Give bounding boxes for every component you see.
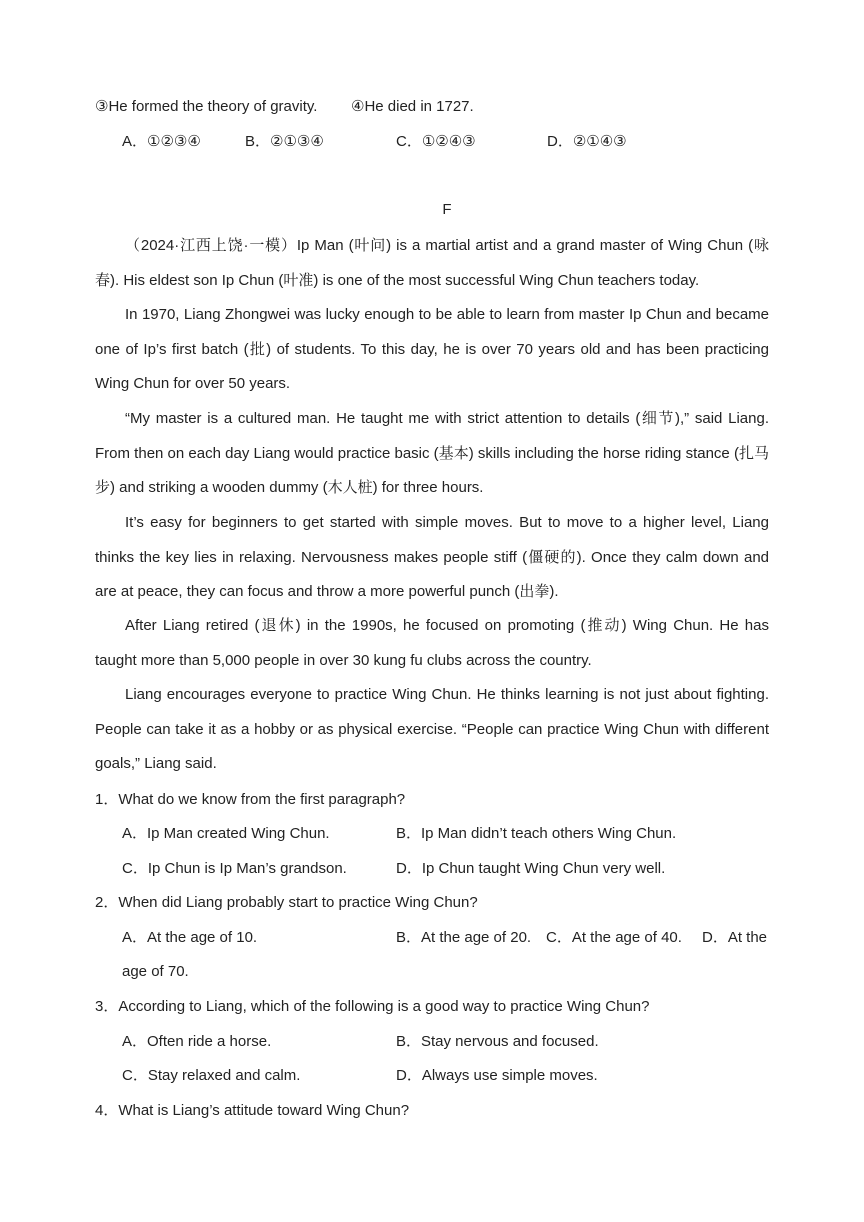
question-4-stem: 4．What is Liang’s attitude toward Wing Chun?: [95, 1102, 410, 1119]
question-2-option-d-continued: age of 70.: [122, 963, 189, 980]
section-title: F: [442, 201, 452, 218]
question-2-option-a: A．At the age of 10.: [122, 929, 258, 946]
prev-option-c: C．①②④③: [396, 133, 476, 150]
question-3-option-b: B．Stay nervous and focused.: [396, 1033, 599, 1050]
question-1-option-b: B．Ip Man didn’t teach others Wing Chun.: [396, 825, 677, 842]
prev-statement-4: ④He died in 1727.: [351, 98, 474, 115]
question-3-option-a: A．Often ride a horse.: [122, 1033, 272, 1050]
question-1-option-a: A．Ip Man created Wing Chun.: [122, 825, 330, 842]
passage-paragraph-4: It’s easy for beginners to get started with simple moves. But to move to a higher level, Liang thinks the key lies in relaxing. Nervousness makes people stiff (僵硬的). Once they calm down and are at peace, they can focus and throw a more powerful punch (出拳).: [95, 514, 769, 601]
passage-paragraph-3: “My master is a cultured man. He taught me with strict attention to details (细节),” said Liang. From then on each day Liang would practice basic (基本) skills including the horse riding stance (扎马步) and striking a wooden dummy (木人桩) for three hours.: [95, 410, 769, 497]
prev-option-d: D．②①④③: [547, 133, 627, 150]
question-2-option-d: D．At the: [702, 929, 768, 946]
question-2-option-b: B．At the age of 20.: [396, 929, 532, 946]
question-2-option-c: C．At the age of 40.: [546, 929, 682, 946]
question-2-stem: 2．When did Liang probably start to practice Wing Chun?: [95, 894, 478, 911]
passage-paragraph-1: （2024·江西上饶·一模）Ip Man (叶问) is a martial artist and a grand master of Wing Chun (咏春). His eldest son Ip Chun (叶准) is one of the most successful Wing Chun teachers today.: [95, 237, 769, 289]
prev-option-a: A．①②③④: [122, 133, 201, 150]
prev-statement-3: ③He formed the theory of gravity.: [95, 98, 318, 115]
prev-option-b: B．②①③④: [245, 133, 324, 150]
question-3-stem: 3．According to Liang, which of the following is a good way to practice Wing Chun?: [95, 998, 650, 1015]
question-3-option-c: C．Stay relaxed and calm.: [122, 1067, 301, 1084]
passage-paragraph-2: In 1970, Liang Zhongwei was lucky enough to be able to learn from master Ip Chun and became one of Ip’s first batch (批) of students. To this day, he is over 70 years old and has been practicing Wing Chun for over 50 years.: [95, 306, 769, 393]
question-1-option-d: D．Ip Chun taught Wing Chun very well.: [396, 860, 666, 877]
question-3-option-d: D．Always use simple moves.: [396, 1067, 598, 1084]
question-1-stem: 1．What do we know from the first paragraph?: [95, 791, 406, 808]
passage-paragraph-5: After Liang retired (退休) in the 1990s, he focused on promoting (推动) Wing Chun. He has taught more than 5,000 people in over 30 kung fu clubs across the country.: [95, 617, 769, 669]
question-1-option-c: C．Ip Chun is Ip Man’s grandson.: [122, 860, 347, 877]
passage-paragraph-6: Liang encourages everyone to practice Wing Chun. He thinks learning is not just about fighting. People can take it as a hobby or as physical exercise. “People can practice Wing Chun with different goals,” Liang said.: [95, 686, 769, 773]
